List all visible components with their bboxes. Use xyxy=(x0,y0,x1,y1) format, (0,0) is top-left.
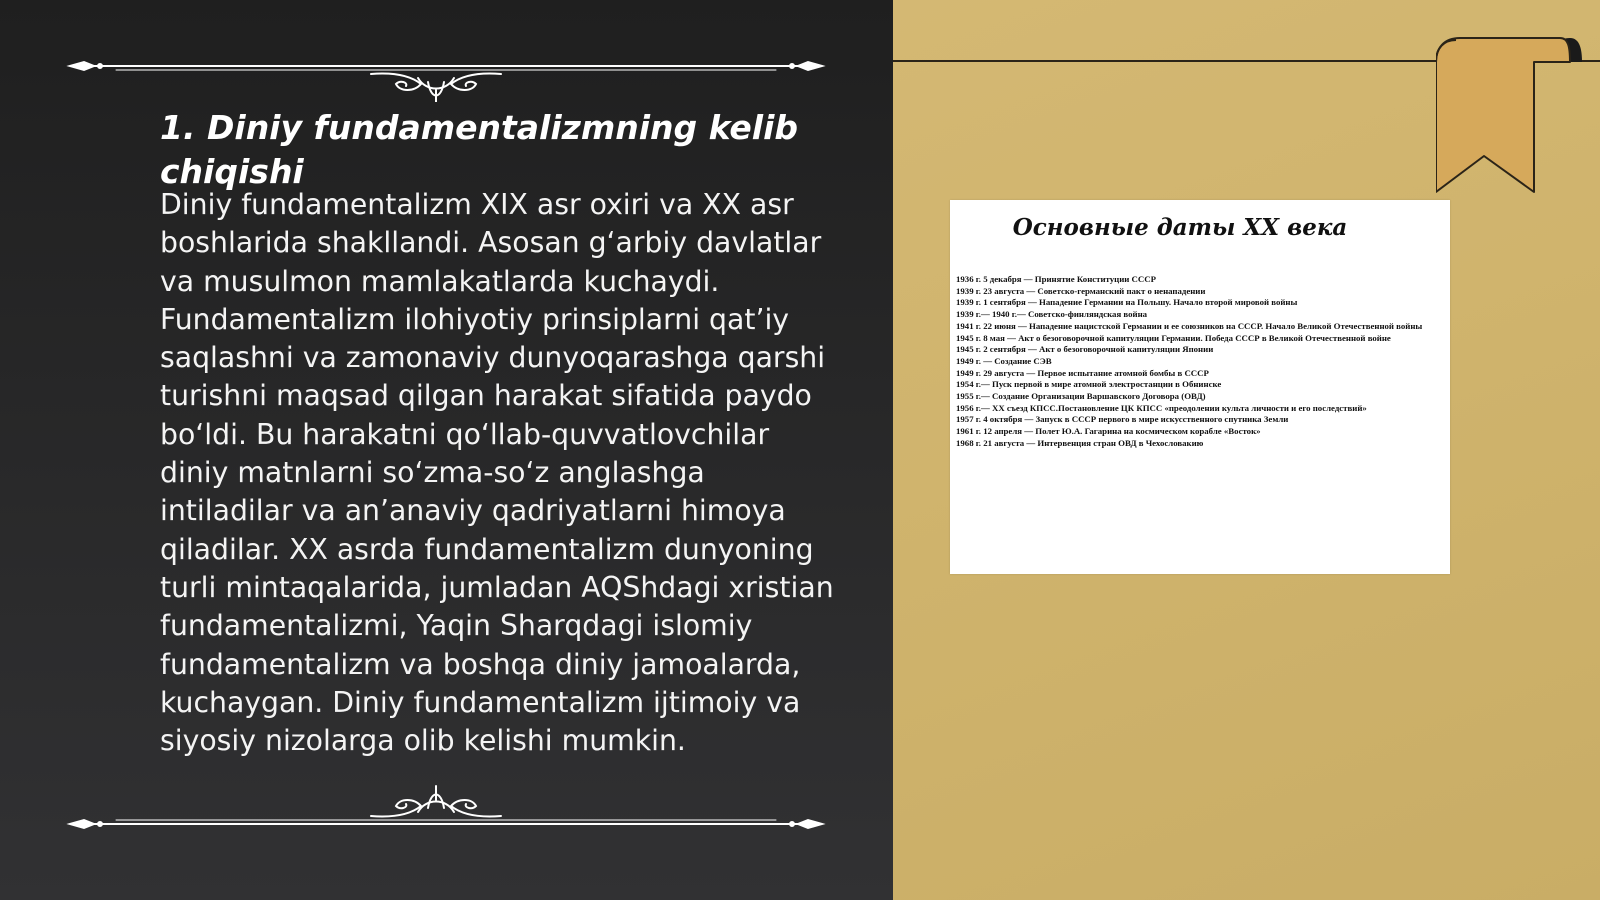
dates-card xyxy=(950,200,1450,574)
list-item: 1939 г. 1 сентября — Нападение Германии на Польшу. Начало второй мировой войны xyxy=(956,297,1298,308)
list-item: 1939 г. 23 августа — Советско-германский пакт о ненападении xyxy=(956,285,1206,296)
list-item: 1945 г. 2 сентября — Акт о безоговорочной капитуляции Японии xyxy=(956,344,1214,355)
slide-title: 1. Diniy fundamentalizmning kelib chiqishi xyxy=(160,108,799,191)
list-item: 1949 г. 29 августа — Первое испытание атомной бомбы в СССР xyxy=(956,367,1209,378)
bookmark-ribbon-icon xyxy=(1436,36,1586,200)
list-item: 1956 г.— XX съезд КПСС.Постановление ЦК КПСС «преодолении культа личности и его последствий» xyxy=(956,402,1367,413)
slide-body-text: Diniy fundamentalizm XIX asr oxiri va XX asr boshlarida shakllandi. Asosan g‘arbiy davlatlar va musulmon mamlakatlarda kuchaydi. Fundamentalizm ilohiyotiy prinsiplarni qat’iy saqlashni va zamonaviy dunyoqarashga qarshi turishni maqsad qilgan harakat sifatida paydo bo‘ldi. Bu harakatni qo‘llab-quvvatlovchilar diniy matnlarni so‘zma-so‘z anglashga intiladilar va an’anaviy qadriyatlarni himoya qiladilar. XX asrda fundamentalizm dunyoning turli mintaqalarida, jumladan AQShdagi xristian fundamentalizmi, Yaqin Sharqdagi islomiy fundamentalizm va boshqa diniy jamoalarda, kuchaygan. Diniy fundamentalizm ijtimoiy va siyosiy nizolarga olib kelishi mumkin. xyxy=(160,188,834,758)
list-item: 1941 г. 22 июня — Нападение нацистской Германии и ее союзников на СССР. Начало Великой Отечественной войны xyxy=(956,320,1423,331)
list-item: 1968 г. 21 августа — Интервенция стран ОВД в Чехословакию xyxy=(956,437,1204,448)
dates-card-title: Основные даты ХХ века xyxy=(1012,214,1348,241)
list-item: 1949 г. — Создание СЭВ xyxy=(956,355,1052,366)
list-item: 1954 г.— Пуск первой в мире атомной электростанции в Обнинске xyxy=(956,379,1222,390)
list-item: 1957 г. 4 октября — Запуск в СССР первого в мире искусственного спутника Земли xyxy=(956,414,1289,425)
list-item: 1955 г.— Создание Организации Варшавского Договора (ОВД) xyxy=(956,391,1206,402)
dates-list xyxy=(956,274,1434,450)
flourish-divider-icon xyxy=(66,780,826,830)
list-item: 1961 г. 12 апреля — Полет Ю.А. Гагарина на космическом корабле «Восток» xyxy=(956,426,1261,437)
flourish-divider-icon xyxy=(66,52,826,102)
list-item: 1939 г.— 1940 г.— Советско-финляндская война xyxy=(956,309,1148,320)
list-item: 1936 г. 5 декабря — Принятие Конституции СССР xyxy=(956,274,1156,284)
list-item: 1945 г. 8 мая — Акт о безоговорочной капитуляции Германии. Победа СССР в Великой Отечественной войне xyxy=(956,332,1391,343)
